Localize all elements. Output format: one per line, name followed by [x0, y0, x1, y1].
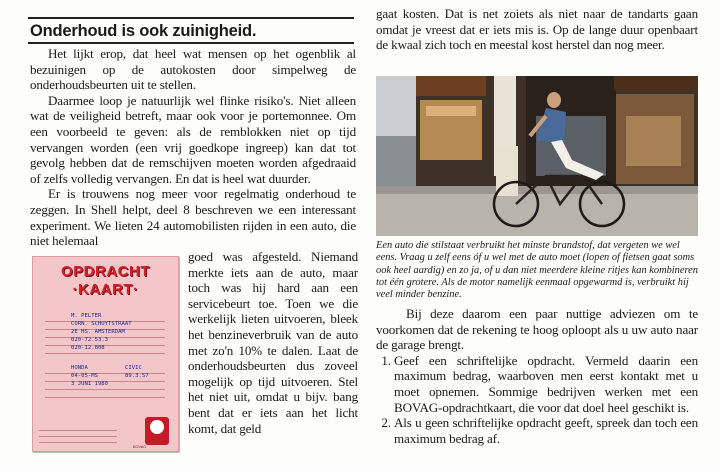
card-entry: 020-12.808: [71, 345, 105, 351]
card-logo-label: BOVAG: [133, 445, 147, 449]
left-narrow-column: [188, 249, 358, 436]
card-rule: [45, 389, 165, 398]
opdracht-kaart-photo: [32, 256, 179, 452]
card-entry: 2E HS. AMSTERDAM: [71, 329, 125, 335]
card-fine-print: [39, 427, 117, 443]
cyclist-illustration: [376, 76, 698, 236]
card-entry: 020-72.53.3: [71, 337, 109, 343]
card-entry: CIVIC: [125, 365, 142, 371]
bovag-logo-icon: [145, 417, 169, 445]
paragraph: Daarmee loop je natuurlijk wel flinke risiko's. Niet alleen wat de veiligheid betreft, maar ook voor je portemonnee. Om een voorbeeld te geven: als de remblokken niet op tijd vervangen worden (een vrij goedkope ingreep) kan dat tot gevolg hebben dat de remschijven moeten worden afgedraaid of zelfs volledig vervangen. En dat is heel wat duurder.: [30, 92, 356, 186]
heading-top-rule: [28, 17, 354, 19]
right-column-bottom: [376, 306, 698, 446]
right-column-top: [376, 6, 698, 53]
paragraph: Het lijkt erop, dat heel wat mensen op het ogenblik al bezuinigen op de autokosten door simpelweg de onderhoudsbeurten uit te stellen.: [30, 46, 356, 93]
advice-item: 2. Als u geen schriftelijke opdracht geeft, spreek dan toch een maximum bedrag af.: [394, 415, 698, 446]
left-column: [30, 46, 356, 249]
heading-bottom-rule: [28, 42, 354, 44]
article-heading: Onderhoud is ook zuinigheid.: [30, 22, 257, 40]
photo-caption: Een auto die stilstaat verbruikt het minste brandstof, dat vergeten we wel eens. Vraag u zelf eens óf u wel met de auto moet (lopen of fietsen gaat soms ook heel aardig) en zo ja, of u dan niet meerdere kleine ritjes kan kombineren tot één grotere. Als de motor namelijk eenmaal opgewarmd is, verbruikt hij veel minder benzine.: [376, 240, 698, 301]
card-title: [43, 263, 168, 299]
card-entry: CORN. SCHUYTSTRAAT: [71, 321, 132, 327]
paragraph: Bij deze daarom een paar nuttige adviezen om te voorkomen dat de rekening te hoog oploopt als u uw auto naar de garage brengt.: [376, 306, 698, 353]
card-entry: M. PELTER: [71, 313, 102, 319]
advice-item: 1. Geef een schriftelijke opdracht. Vermeld daarin een maximum bedrag, waarboven men eerst kontakt met u moet opnemen. Sommige bedrijven werken met een BOVAG-opdrachtkaart, die voor dat doel heel geschikt is.: [394, 353, 698, 415]
card-title-line: ·KAART·: [72, 281, 139, 298]
card-entry: HONDA: [71, 365, 88, 371]
paragraph: goed was afgesteld. Niemand merkte iets aan de auto, maar toch was hij hard aan een servicebeurt toe. Toen we die werkelijk lieten uitvoeren, bleek het benzineverbruik van de auto met zo'n 10% te dalen. Laat de onderhoudsbeurten dus zoveel mogelijk op tijd uitvoeren. Stel het niet uit, omdat u bijv. bang bent dat er iets aan het licht komt, dat geld: [188, 249, 358, 436]
advice-list: [376, 353, 698, 447]
paragraph: Er is trouwens nog meer voor regelmatig onderhoud te zeggen. In Shell helpt, deel 8 beschreven we een interessant experiment. We lieten 24 automobilisten rijden in een auto, die niet helemaal: [30, 186, 356, 249]
card-entry: 89.3.57: [125, 373, 149, 379]
card-entry: 04-05-MS: [71, 373, 98, 379]
card-entry: 3 JUNI 1980: [71, 381, 109, 387]
card-title-line: OPDRACHT: [61, 263, 150, 280]
card-rule: [45, 345, 165, 354]
paragraph: gaat kosten. Dat is net zoiets als niet naar de tandarts gaan omdat je vreest dat er iets mis is. Op de lange duur openbaart de kwaal zich toch en meestal kost herstel dan nog meer.: [376, 6, 698, 53]
street-photo: [376, 76, 698, 236]
